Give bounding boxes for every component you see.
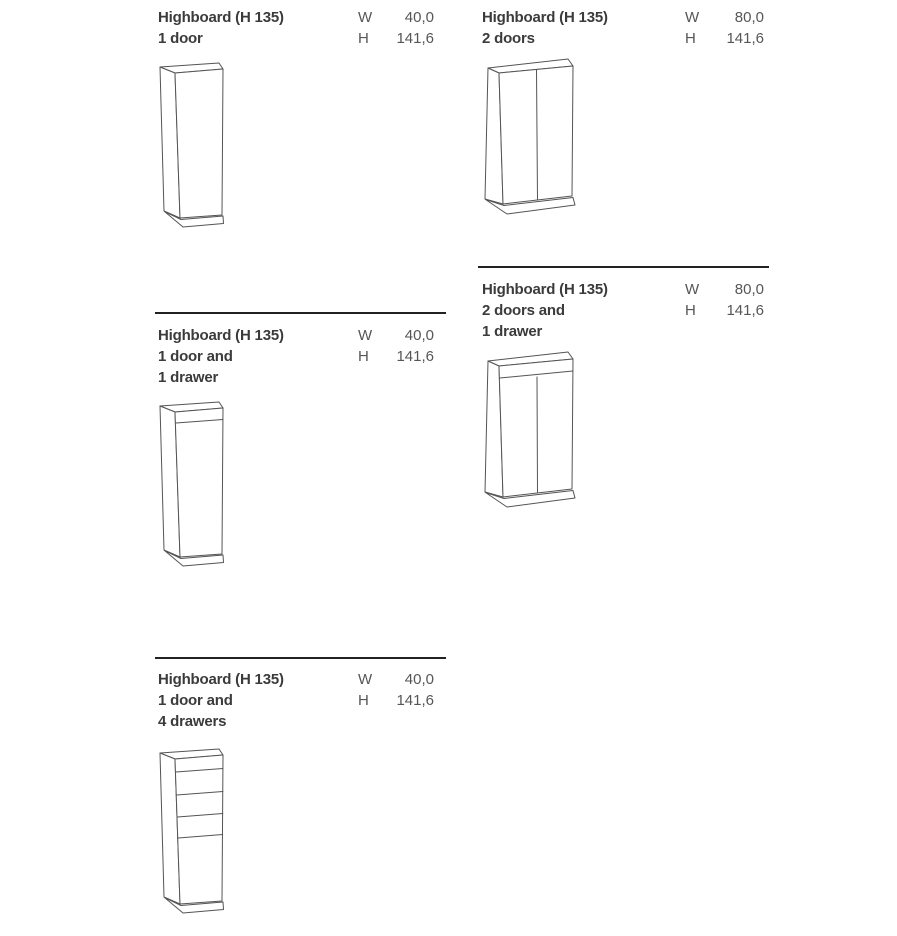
product-subtitle: 1 door and bbox=[158, 348, 233, 365]
product-title: Highboard (H 135) bbox=[482, 281, 608, 298]
cabinet-1-door-1-drawer-drawing bbox=[155, 396, 250, 574]
height-value: 141,6 bbox=[396, 30, 434, 47]
cabinet-front-face bbox=[499, 66, 573, 204]
panel-1-door-1-drawer-header bbox=[158, 325, 284, 388]
product-subtitle-2: 1 drawer bbox=[158, 369, 219, 386]
height-row bbox=[358, 690, 434, 711]
height-value: 141,6 bbox=[726, 30, 764, 47]
cabinet-front-face bbox=[499, 359, 573, 497]
cabinet-1-door-drawing bbox=[155, 57, 250, 235]
section-divider bbox=[155, 312, 446, 314]
panel-1-door-4-drawers-dimensions bbox=[358, 669, 434, 711]
width-value: 80,0 bbox=[734, 281, 764, 298]
product-subtitle: 1 door and bbox=[158, 692, 233, 709]
cabinet-front-face bbox=[175, 69, 223, 218]
panel-1-door-dimensions bbox=[358, 7, 434, 49]
height-row bbox=[685, 28, 764, 49]
width-label: W bbox=[358, 9, 373, 26]
section-divider bbox=[155, 657, 446, 659]
height-label: H bbox=[358, 692, 369, 709]
height-value: 141,6 bbox=[396, 692, 434, 709]
product-subtitle: 2 doors and bbox=[482, 302, 565, 319]
panel-1-door-header bbox=[158, 7, 284, 49]
product-title: Highboard (H 135) bbox=[158, 671, 284, 688]
height-row bbox=[358, 28, 434, 49]
product-subtitle: 2 doors bbox=[482, 30, 535, 47]
panel-1-door-4-drawers-header bbox=[158, 669, 284, 732]
width-label: W bbox=[358, 327, 373, 344]
width-value: 80,0 bbox=[734, 9, 764, 26]
width-row bbox=[358, 669, 434, 690]
width-row bbox=[358, 7, 434, 28]
cabinet-2-doors-drawing bbox=[478, 53, 588, 221]
width-value: 40,0 bbox=[404, 327, 434, 344]
product-subtitle-2: 1 drawer bbox=[482, 323, 543, 340]
width-value: 40,0 bbox=[404, 9, 434, 26]
width-value: 40,0 bbox=[404, 671, 434, 688]
panel-2-doors-dimensions bbox=[685, 7, 764, 49]
product-title: Highboard (H 135) bbox=[158, 327, 284, 344]
height-label: H bbox=[358, 348, 369, 365]
product-title: Highboard (H 135) bbox=[158, 9, 284, 26]
height-label: H bbox=[685, 30, 696, 47]
height-label: H bbox=[685, 302, 696, 319]
width-row bbox=[685, 7, 764, 28]
cabinet-front-face bbox=[175, 408, 223, 557]
cabinet-2-doors-1-drawer-drawing bbox=[478, 346, 588, 514]
width-label: W bbox=[685, 9, 700, 26]
cabinet-1-door-4-drawers-drawing bbox=[155, 743, 250, 921]
height-row bbox=[685, 300, 764, 321]
product-title: Highboard (H 135) bbox=[482, 9, 608, 26]
panel-2-doors-1-drawer-dimensions bbox=[685, 279, 764, 321]
cabinet-front-face bbox=[175, 755, 223, 904]
width-row bbox=[685, 279, 764, 300]
product-subtitle-2: 4 drawers bbox=[158, 713, 227, 730]
height-value: 141,6 bbox=[726, 302, 764, 319]
height-label: H bbox=[358, 30, 369, 47]
section-divider bbox=[478, 266, 769, 268]
width-label: W bbox=[358, 671, 373, 688]
panel-2-doors-header bbox=[482, 7, 608, 49]
width-row bbox=[358, 325, 434, 346]
door-divider-line bbox=[537, 377, 538, 493]
product-subtitle: 1 door bbox=[158, 30, 203, 47]
height-value: 141,6 bbox=[396, 348, 434, 365]
width-label: W bbox=[685, 281, 700, 298]
panel-1-door-1-drawer-dimensions bbox=[358, 325, 434, 367]
height-row bbox=[358, 346, 434, 367]
panel-2-doors-1-drawer-header bbox=[482, 279, 608, 342]
